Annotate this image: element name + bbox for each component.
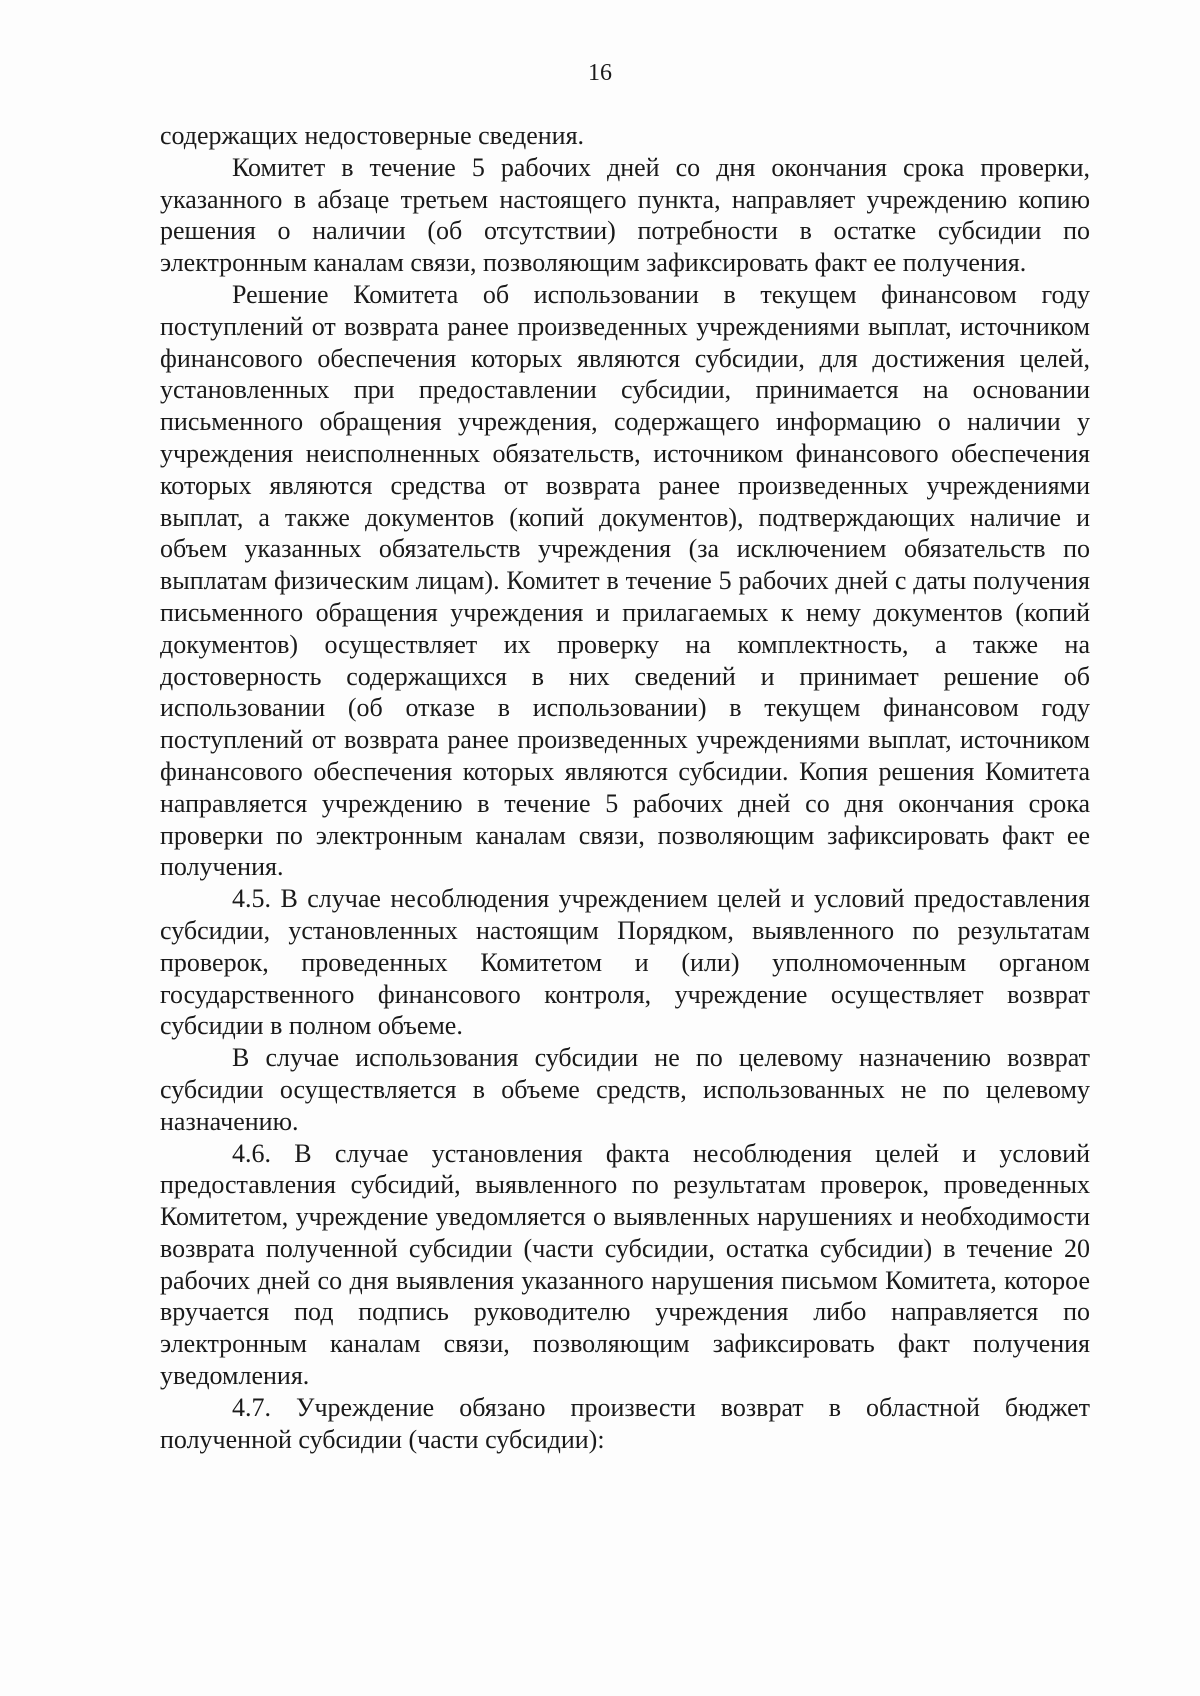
paragraph-4-6: 4.6. В случае установления факта несоблюдения целей и условий предоставления субсидий, выявленного по результатам проверок, проведенных Комитетом, учреждение уведомляется о выявленных нарушениях и необходимости возврата полученной субсидии (части субсидии, остатка субсидии) в течение 20 рабочих дней со дня выявления указанного нарушения письмом Комитета, которое вручается под подпись руководителю учреждения либо направляется по электронным каналам связи, позволяющим зафиксировать факт получения уведомления. xyxy=(160,1138,1090,1391)
page-number: 16 xyxy=(588,60,612,86)
paragraph-1: содержащих недостоверные сведения. xyxy=(160,121,585,150)
paragraph-3: Решение Комитета об использовании в текущем финансовом году поступлений от возврата ранее произведенных учреждениями выплат, источником финансового обеспечения которых являются субсидии, для достижения целей, установленных при предоставлении субсидии, принимается на основании письменного обращения учреждения, содержащего информацию о наличии у учреждения неисполненных обязательств, источником финансового обеспечения которых являются средства от возврата ранее произведенных учреждениями выплат, а также документов (копий документов), подтверждающих наличие и объем указанных обязательств учреждения (за исключением обязательств по выплатам физическим лицам). Комитет в течение 5 рабочих дней с даты получения письменного обращения учреждения и прилагаемых к нему документов (копий документов) осуществляет их проверку на комплектность, а также на достоверность содержащихся в них сведений и принимает решение об использовании (об отказе в использовании) в текущем финансовом году поступлений от возврата ранее произведенных учреждениями выплат, источником финансового обеспечения которых являются субсидии. Копия решения Комитета направляется учреждению в течение 5 рабочих дней со дня окончания срока проверки по электронным каналам связи, позволяющим зафиксировать факт ее получения. xyxy=(160,279,1090,882)
paragraph-5: В случае использования субсидии не по целевому назначению возврат субсидии осуществляется в объеме средств, использованных не по целевому назначению. xyxy=(160,1043,1090,1136)
document-body xyxy=(160,120,1090,1455)
paragraph-4-7: 4.7. Учреждение обязано произвести возврат в областной бюджет полученной субсидии (части субсидии): xyxy=(160,1392,1090,1454)
paragraph-2: Комитет в течение 5 рабочих дней со дня окончания срока проверки, указанного в абзаце третьем настоящего пункта, направляет учреждению копию решения о наличии (об отсутствии) потребности в остатке субсидии по электронным каналам связи, позволяющим зафиксировать факт ее получения. xyxy=(160,152,1090,278)
paragraph-4-5: 4.5. В случае несоблюдения учреждением целей и условий предоставления субсидии, установленных настоящим Порядком, выявленного по результатам проверок, проведенных Комитетом и (или) уполномоченным органом государственного финансового контроля, учреждение осуществляет возврат субсидии в полном объеме. xyxy=(160,884,1090,1041)
